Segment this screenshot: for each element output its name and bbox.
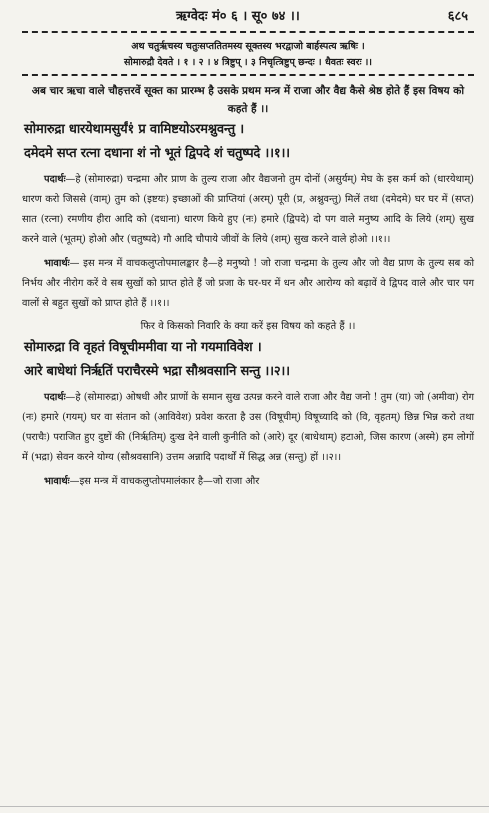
bhavartha-label: भावार्थः <box>44 476 70 487</box>
padartha-label: पदार्थः <box>44 174 66 185</box>
intro-text: अब चार ऋचा वाले चौहत्तरवें सूक्त का प्रारम्भ है उसके प्रथम मन्त्र में राजा और वैद्य कैसे श्रेष्ठ होते हैं इस विषय को कहते हैं ।। <box>31 85 465 115</box>
padartha-label: पदार्थः <box>44 392 66 403</box>
padartha-2 <box>22 388 474 468</box>
page-header <box>22 6 474 28</box>
bhavartha-label: भावार्थः <box>44 258 70 269</box>
meta-divider <box>22 74 474 76</box>
bhavartha-2 <box>22 472 474 492</box>
sukta-meta-line1: अथ चतुर्ऋचस्य चतुःसप्ततितमस्य सूक्तस्य भरद्वाजो बार्हस्पत्य ऋषिः । <box>131 41 365 52</box>
book-title: ऋग्वेदः मं० ६ । सू० ७४ ।। <box>175 9 300 24</box>
mantra-1-line-2: दमेदमे सप्त रत्ना दधाना शं नो भूतं द्विपदे शं चतुष्पदे ।।१।। <box>24 146 290 161</box>
bhavartha-text: — इस मन्त्र में वाचकलुप्तोपमालङ्कार है—हे मनुष्यो ! जो राजा चन्द्रमा के तुल्य और जो वैद्य प्राण के तुल्य सब को निर्भय और नीरोग करें वे सब सुखों को प्राप्त होते हैं जो प्रजा के घर-घर में धन और आरोग्य को बढ़ावें वे द्विपद वाले और चार पग वालों से बहुत सुखों को प्राप्त होते हैं ।।१।। <box>22 258 474 309</box>
page-number: ६८५ <box>447 9 468 24</box>
page-bottom-edge <box>0 806 489 813</box>
padartha-text: —हे (सोमारुद्रा) चन्द्रमा और प्राण के तुल्य राजा और वैद्यजनो तुम दोनों (असुर्यम्) मेघ के इस कर्म को (धारयेथाम्) धारण करो जिससे (वाम्) तुम को (इष्टयः) इच्छाओं की प्राप्तियां (अरम्) पूरी (प्र, अश्नुवन्तु) मिलें तथा (दमेदमे) घर घर में (सप्त) सात (रत्ना) रमणीय हीरा आदि को (दधाना) धारण किये हुए (नः) हमारे (द्विपदे) दो पग वाले मनुष्य आदि के लिये (शम्) सुख करने वाले (भूतम्) होओ और (चतुष्पदे) गौ आदि चौपाये जीवों के लिये (शम्) सुख करने वाले होओ ।।१।। <box>22 174 474 245</box>
mantra-2-line-1: सोमारुद्रा वि वृहतं विषूचीममीवा या नो गयमाविवेश । <box>24 340 262 355</box>
bhavartha-text: —इस मन्त्र में वाचकलुप्तोपमालंकार है—जो राजा और <box>69 476 260 487</box>
page <box>22 6 474 492</box>
bhavartha-1 <box>22 254 474 314</box>
sukta-meta-line2: सोमारुद्रौ देवते । १ । २ । ४ त्रिष्टुप् । ३ निचृत्त्रिष्टुप् छन्दः । धैवतः स्वरः ।। <box>123 57 372 68</box>
padartha-1 <box>22 170 474 250</box>
header-divider <box>22 31 474 33</box>
mantra-2-line-2: आरे बाधेथां निर्ऋतिं पराचैरस्मे भद्रा सौश्रवसानि सन्तु ।।२।। <box>24 364 290 379</box>
mantra-1-line-1: सोमारुद्रा धारयेथामसुर्यं१ं प्र वामिष्टयोऽरमश्नुवन्तु । <box>24 122 244 137</box>
padartha-text: —हे (सोमारुद्रा) ओषधी और प्राणों के समान सुख उत्पन्न करने वाले राजा और वैद्य जनो ! तुम (या) जो (अमीवा) रोग (नः) हमारे (गयम्) घर वा संतान को (आविवेश) प्रवेश करता है उस (विषूचीम्) विषूच्यादि को (वि, वृहतम्) छिन्न भिन्न करो तथा (पराचैः) पराजित हुए दुष्टों की (निर्ऋतिम्) दुःख देने वाली कुनीति को (आरे) दूर (बाधेथाम्) हटाओ, जिस कारण (अस्मे) हम लोगों में (भद्रा) सेवन करने योग्य (सौश्रवसानि) उत्तम अन्नादि पदार्थों में सिद्ध अन्न (सन्तु) हों ।।२।। <box>22 392 474 463</box>
caption-2: फिर वे किसको निवारि के क्या करें इस विषय को कहते हैं ।। <box>140 321 356 332</box>
